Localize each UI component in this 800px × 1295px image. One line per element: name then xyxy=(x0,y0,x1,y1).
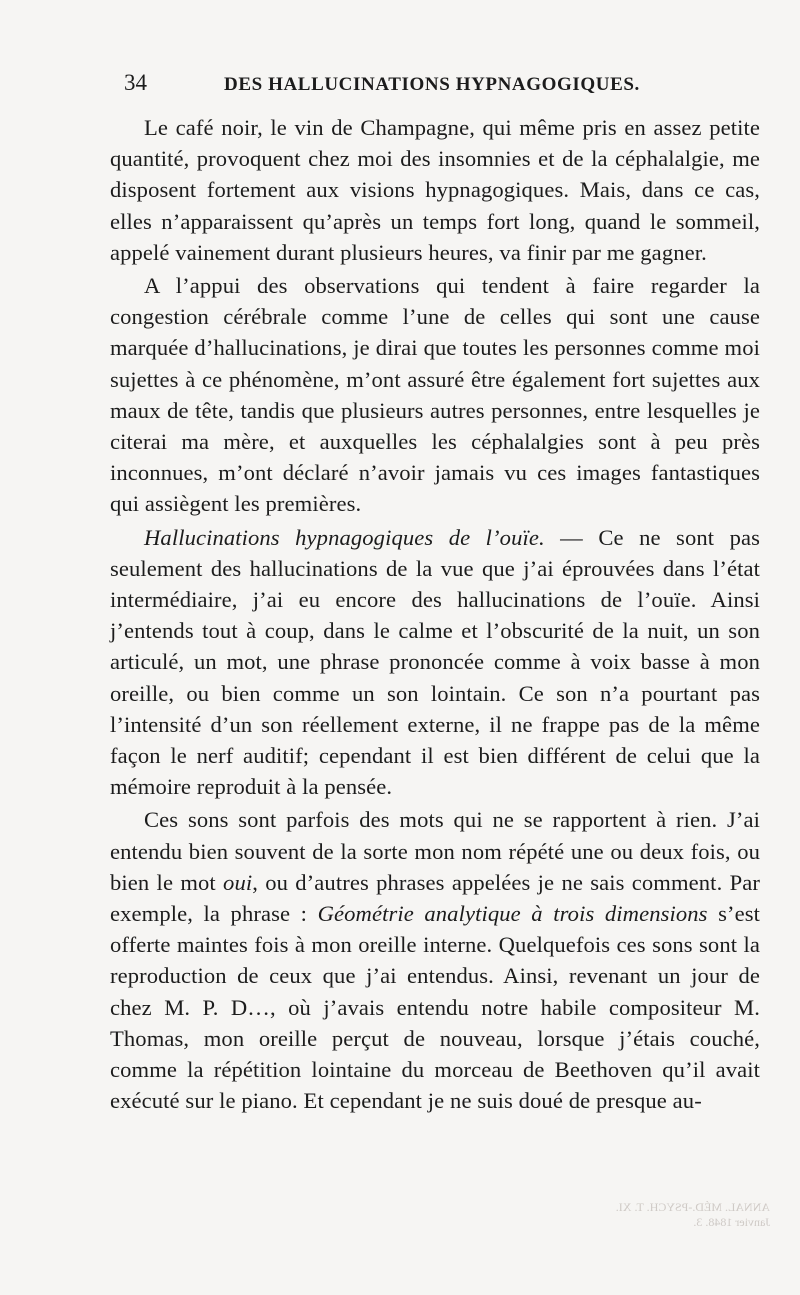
phrase-geometrie: Géométrie analytique à trois dimensions xyxy=(317,901,708,927)
paragraph-3-text: — Ce ne sont pas seulement des hallucinations de la vue que j’ai éprouvées dans l’état intermédiaire, j’ai eu encore des hallucinations de l’ouïe. Ainsi j’entends tout à coup, dans le calme et l’obscurité de la nuit, un son articulé, un mot, une phrase prononcée comme à voix basse à mon oreille, ou bien comme un son lointain. Ce son n’a pourtant pas l’intensité d’un son réellement externe, il ne frappe pas de la même façon le nerf auditif; cependant il est bien différent de celui que la mémoire reproduit à la pensée. xyxy=(110,524,760,800)
body-text xyxy=(110,112,760,1117)
running-title: DES HALLUCINATIONS HYPNAGOGIQUES. xyxy=(224,74,640,95)
running-head xyxy=(124,70,760,112)
paragraph-2: A l’appui des observations qui tendent à faire regarder la congestion cérébrale comme l’une de celles qui sont une cause marquée d’hallucinations, je dirai que toutes les personnes comme moi sujettes à ce phénomène, m’ont assuré être également fort sujettes aux maux de tête, tandis que plusieurs autres personnes, entre lesquelles je citerai ma mère, et auxquelles les céphalalgies sont à peu près inconnues, m’ont déclaré n’avoir jamais vu ces images fantastiques qui assiègent les premières. xyxy=(110,273,760,517)
page-number: 34 xyxy=(124,70,147,95)
paragraph-4 xyxy=(110,804,760,1116)
word-oui: oui xyxy=(223,869,253,895)
paragraph-4-text-a: Ces sons sont parfois des mots qui ne se rapportent à rien. J’ai entendu bien souvent de la sorte mon nom répété une ou deux fois, ou bien le mot xyxy=(110,807,760,895)
paragraph-3 xyxy=(110,522,760,803)
page-content xyxy=(110,70,760,1119)
section-heading: Hallucinations hypnagogiques de l’ouïe. xyxy=(144,524,545,550)
paragraph-4-text-c: s’est offerte maintes fois à mon oreille interne. Quelquefois ces sons sont la reproduction de ceux que j’ai entendus. Ainsi, revenant un jour de chez M. P. D…, où j’avais entendu notre habile compositeur M. Thomas, mon oreille perçut de nouveau, lorsque j’étais couché, comme la répétition lointaine du morceau de Beethoven qu’il avait exécuté sur le piano. Et cependant je ne suis doué de presque au- xyxy=(110,901,761,1114)
paragraph-4-text-b: , ou d’autres phrases appelées je ne sais comment. Par exemple, la phrase : xyxy=(110,869,760,927)
bleed-through-text: ANNAL. MÉD.-PSYCH. T. XI. Janvier 1848. 3. xyxy=(615,1200,770,1229)
paragraph-1: Le café noir, le vin de Champagne, qui même pris en assez petite quantité, provoquent chez moi des insomnies et de la céphalalgie, me disposent fortement aux visions hypnagogiques. Mais, dans ce cas, elles n’apparaissent qu’après un temps fort long, quand le sommeil, appelé vainement durant plusieurs heures, va finir par me gagner. xyxy=(110,115,760,265)
